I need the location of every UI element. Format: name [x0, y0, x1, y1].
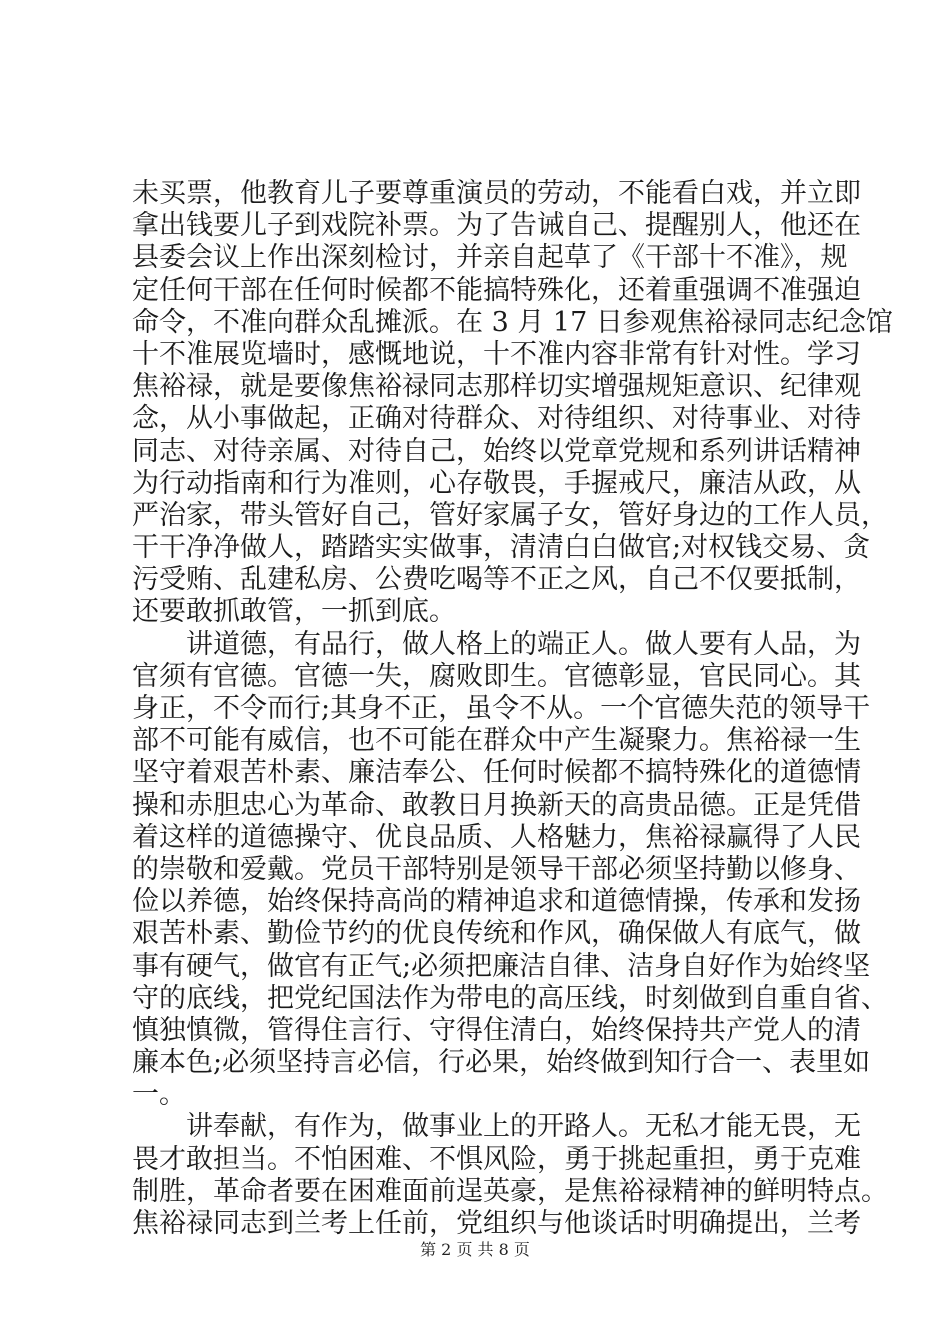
text-line: 污受贿、乱建私房、公费吃喝等不正之风，自己不仅要抵制，: [132, 564, 861, 596]
text-line: 为行动指南和行为准则，心存敬畏，手握戒尺，廉洁从政，从: [132, 467, 861, 499]
text-line: 着这样的道德操守、优良品质、人格魅力，焦裕禄赢得了人民: [132, 821, 861, 853]
text-line: 艰苦朴素、勤俭节约的优良传统和作风，确保做人有底气，做: [132, 918, 861, 950]
text-line: 一。: [132, 1079, 186, 1111]
text-line: 身正，不令而行;其身不正，虽令不从。一个官德失范的领导干: [132, 693, 871, 724]
text-line: 守的底线，把党纪国法作为带电的高压线，时刻做到自重自省、: [132, 982, 888, 1014]
text-line: 部不可能有威信，也不可能在群众中产生凝聚力。焦裕禄一生: [132, 725, 861, 757]
text-line: 讲奉献，有作为，做事业上的开路人。无私才能无畏，无: [132, 1111, 861, 1143]
text-line: 畏才敢担当。不怕困难、不惧风险，勇于挑起重担，勇于克难: [132, 1143, 861, 1175]
document-body: [132, 178, 893, 1240]
text-line: 拿出钱要儿子到戏院补票。为了告诫自己、提醒别人，他还在: [132, 210, 861, 242]
text-line: 俭以养德，始终保持高尚的精神追求和道德情操，传承和发扬: [132, 886, 861, 918]
page-footer: 第 2 页 共 8 页: [420, 1240, 530, 1259]
text-line: 事有硬气，做官有正气;必须把廉洁自律、洁身自好作为始终坚: [132, 950, 871, 982]
text-line: 操和赤胆忠心为革命、敢教日月换新天的高贵品德。正是凭借: [132, 789, 861, 821]
text-line: 还要敢抓敢管，一抓到底。: [132, 596, 456, 628]
text-line: 焦裕禄，就是要像焦裕禄同志那样切实增强规矩意识、纪律观: [132, 371, 861, 403]
text-line: 干干净净做人，踏踏实实做事，清清白白做官;对权钱交易、贪: [132, 532, 871, 564]
text-line: 县委会议上作出深刻检讨，并亲自起草了《干部十不准》，规: [132, 242, 848, 274]
text-line: 的崇敬和爱戴。党员干部特别是领导干部必须坚持勤以修身、: [132, 853, 861, 885]
text-line: 焦裕禄同志到兰考上任前，党组织与他谈话时明确提出，兰考: [132, 1208, 861, 1239]
text-line: 坚守着艰苦朴素、廉洁奉公、任何时候都不搞特殊化的道德情: [132, 757, 861, 789]
text-line: 制胜，革命者要在困难面前逞英豪，是焦裕禄精神的鲜明特点。: [132, 1175, 888, 1207]
text-line: 十不准展览墙时，感慨地说，十不准内容非常有针对性。学习: [132, 338, 861, 370]
text-line: 讲道德，有品行，做人格上的端正人。做人要有人品，为: [132, 628, 861, 660]
text-line: 廉本色;必须坚持言必信，行必果，始终做到知行合一、表里如: [132, 1047, 871, 1079]
text-line: 慎独慎微，管得住言行、守得住清白，始终保持共产党人的清: [132, 1014, 861, 1046]
text-line: 同志、对待亲属、对待自己，始终以党章党规和系列讲话精神: [132, 435, 861, 467]
text-line: 官须有官德。官德一失，腐败即生。官德彰显，官民同心。其: [132, 660, 861, 692]
text-line: 念，从小事做起，正确对待群众、对待组织、对待事业、对待: [132, 403, 861, 435]
text-line: 严治家，带头管好自己，管好家属子女，管好身边的工作人员，: [132, 499, 888, 531]
text-line: 未买票，他教育儿子要尊重演员的劳动，不能看白戏，并立即: [132, 178, 861, 209]
text-line: 定任何干部在任何时候都不能搞特殊化，还着重强调不准强迫: [132, 274, 861, 306]
text-line: 命令，不准向群众乱摊派。在 3 月 17 日参观焦裕禄同志纪念馆: [132, 306, 893, 338]
